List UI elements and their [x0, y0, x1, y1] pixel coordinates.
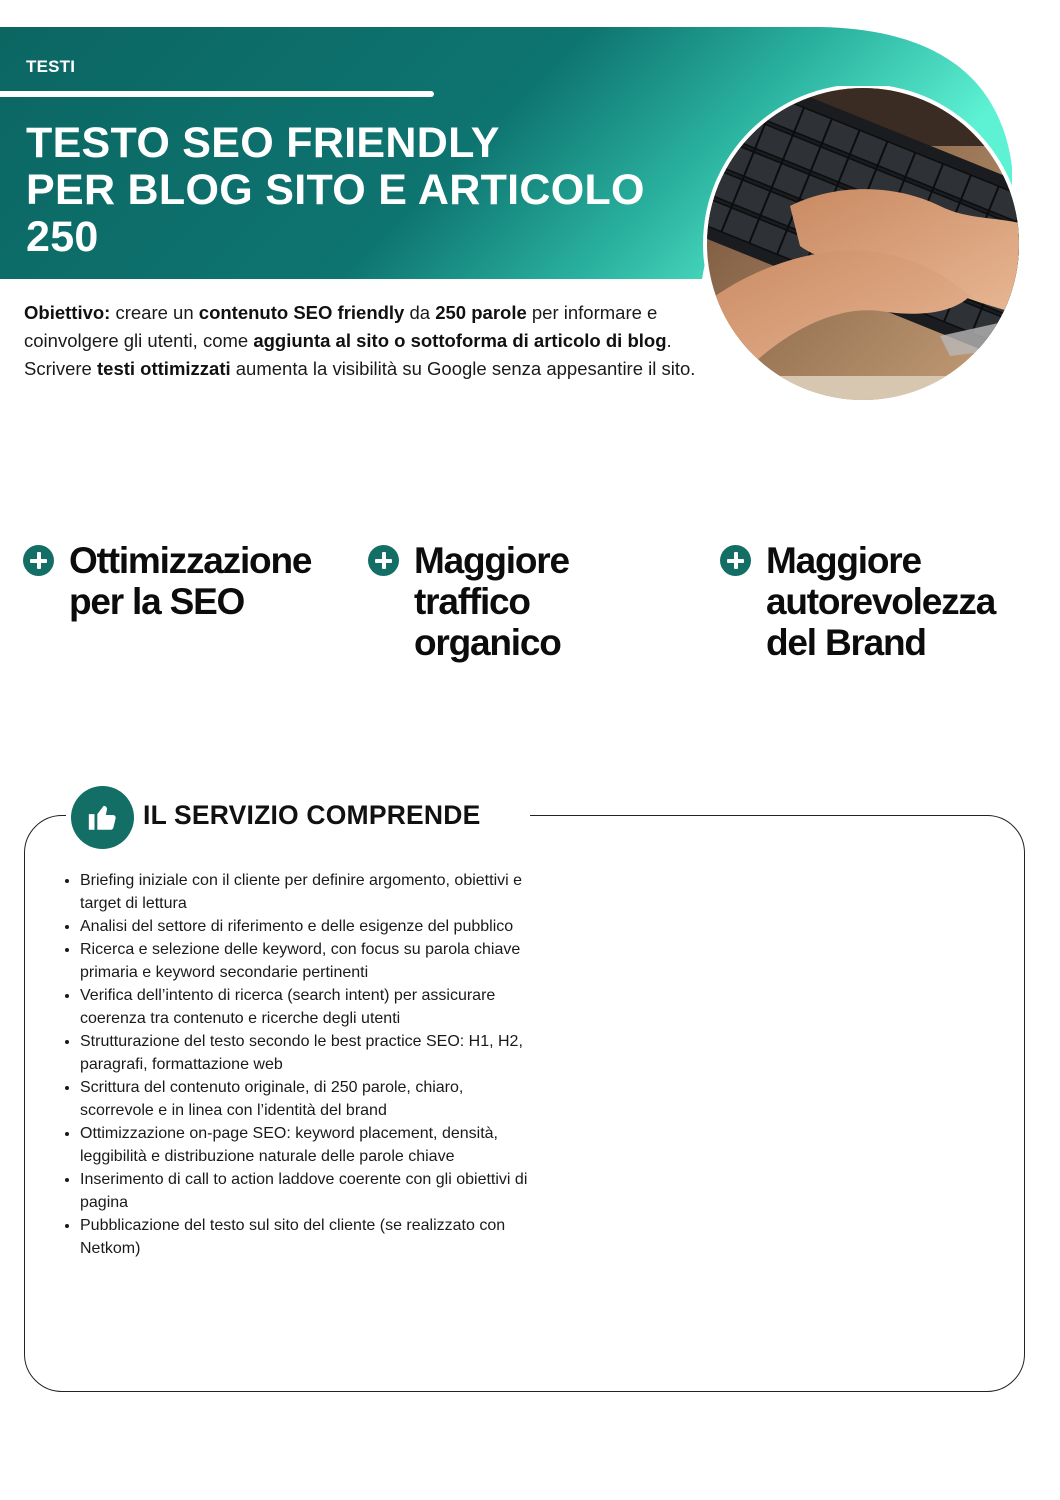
title-line: PER BLOG SITO E ARTICOLO	[26, 166, 645, 214]
objective-text: 250 parole	[435, 302, 527, 323]
service-list	[58, 869, 540, 1260]
page-title	[26, 120, 696, 261]
list-item: • Inserimento di call to action laddove coerente con gli obiettivi di pagina	[80, 1168, 540, 1214]
plus-circle-icon	[23, 545, 54, 576]
list-item: • Pubblicazione del testo sul sito del cliente (se realizzato con Netkom)	[80, 1214, 540, 1260]
title-line: TESTO SEO FRIENDLY	[26, 119, 500, 167]
service-title: IL SERVIZIO COMPRENDE	[143, 800, 481, 830]
benefit-line: organico	[414, 622, 561, 663]
benefit-line: Maggiore	[414, 540, 569, 581]
objective-text: aggiunta al sito o sottoforma di articolo di blog	[253, 330, 667, 351]
objective-text: . Scrivere	[24, 330, 672, 379]
list-item: • Verifica dell’intento di ricerca (search intent) per assicurare coerenza tra contenuto e ricerche degli utenti	[80, 984, 540, 1030]
benefit-seo	[23, 540, 311, 622]
objective-paragraph	[24, 299, 704, 383]
category-underline	[0, 91, 434, 97]
list-item: • Ottimizzazione on-page SEO: keyword placement, densità, leggibilità e distribuzione naturale delle parole chiave	[80, 1122, 540, 1168]
benefit-label	[69, 540, 311, 622]
benefit-label	[414, 540, 569, 663]
benefit-line: del Brand	[766, 622, 926, 663]
category-label: TESTI	[26, 57, 76, 76]
list-item: • Briefing iniziale con il cliente per definire argomento, obiettivi e target di lettura	[80, 869, 540, 915]
hero-photo	[700, 86, 1024, 404]
objective-text: creare un	[110, 302, 199, 323]
benefit-label	[766, 540, 995, 663]
title-line: 250	[26, 213, 99, 261]
list-item: • Ricerca e selezione delle keyword, con focus su parola chiave primaria e keyword secondarie pertinenti	[80, 938, 540, 984]
benefit-brand	[720, 540, 995, 663]
objective-text: Obiettivo:	[24, 302, 111, 323]
objective-text: da	[404, 302, 436, 323]
list-item: • Strutturazione del testo secondo le best practice SEO: H1, H2, paragrafi, formattazione web	[80, 1030, 540, 1076]
objective-text: per informare e coinvolgere gli utenti, come	[24, 302, 658, 351]
plus-circle-icon	[720, 545, 751, 576]
thumbs-up-icon	[71, 786, 134, 849]
benefit-line: Ottimizzazione	[69, 540, 312, 581]
benefit-line: Maggiore	[766, 540, 921, 581]
benefit-line: per la SEO	[69, 581, 245, 622]
plus-circle-icon	[368, 545, 399, 576]
benefit-line: traffico	[414, 581, 530, 622]
benefit-line: autorevolezza	[766, 581, 996, 622]
list-item: • Scrittura del contenuto originale, di 250 parole, chiaro, scorrevole e in linea con l’identità del brand	[80, 1076, 540, 1122]
objective-text: contenuto SEO friendly	[198, 302, 405, 323]
objective-text: aumenta la visibilità su Google senza appesantire il sito.	[230, 358, 696, 379]
benefit-traffic	[368, 540, 569, 663]
objective-text: testi ottimizzati	[97, 358, 231, 379]
list-item: • Analisi del settore di riferimento e delle esigenze del pubblico	[80, 915, 540, 938]
